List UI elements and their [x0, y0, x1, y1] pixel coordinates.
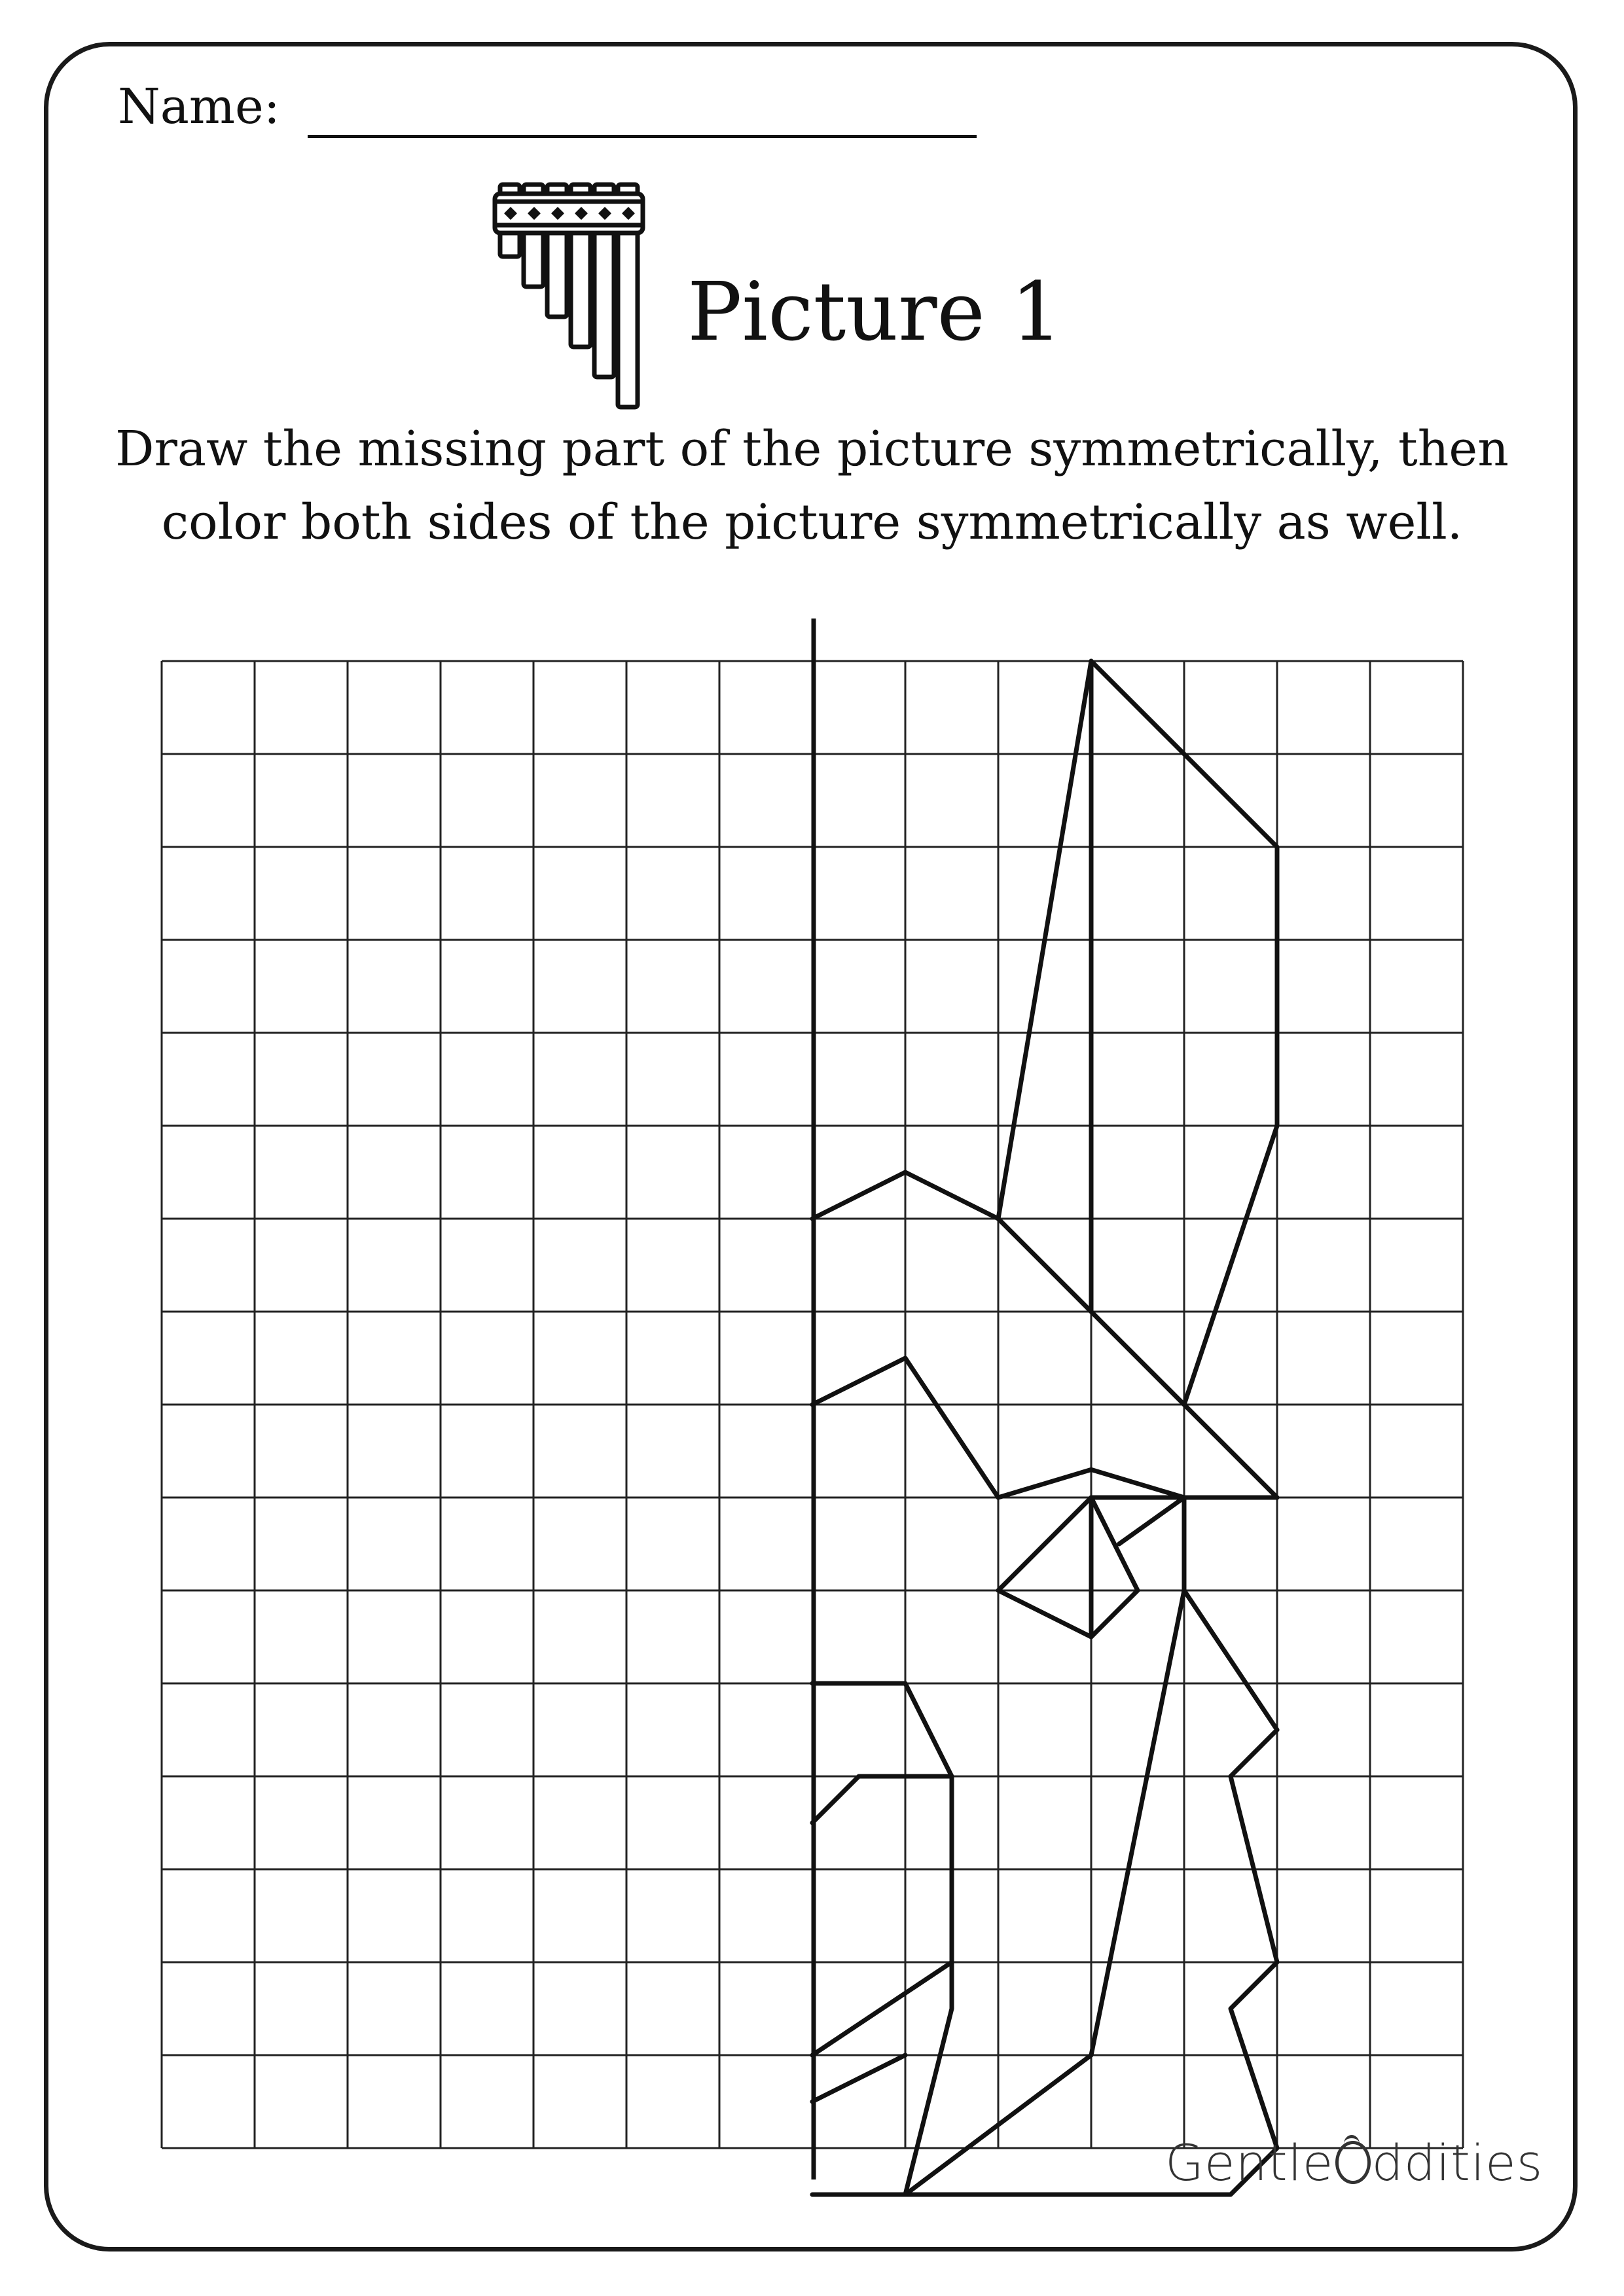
drawing-stroke: [812, 1590, 1277, 2195]
drawing-stroke: [998, 1498, 1138, 1637]
half-picture-drawing: [812, 661, 1277, 2195]
drawing-stroke: [812, 2055, 905, 2102]
instruction-line-1: Draw the missing part of the picture symmetrically, then: [115, 421, 1509, 477]
brand-text-start: Gentle: [1165, 2134, 1334, 2192]
brand-o-icon: [1335, 2141, 1371, 2184]
brand-logo: [1165, 2134, 1543, 2192]
instruction-line-2: color both sides of the picture symmetrically as well.: [161, 494, 1463, 550]
name-label: Name:: [118, 79, 280, 135]
drawing-stroke: [812, 1776, 952, 1823]
worksheet-title: Picture 1: [687, 265, 1063, 359]
brand-text-end: ddities: [1371, 2134, 1543, 2192]
drawing-stroke: [812, 1962, 952, 2055]
drawing-stroke: [1119, 1498, 1184, 1544]
drawing-stroke: [1091, 1498, 1184, 1590]
drawing-stroke: [812, 1683, 952, 2195]
drawing-stroke: [1091, 1590, 1184, 2055]
